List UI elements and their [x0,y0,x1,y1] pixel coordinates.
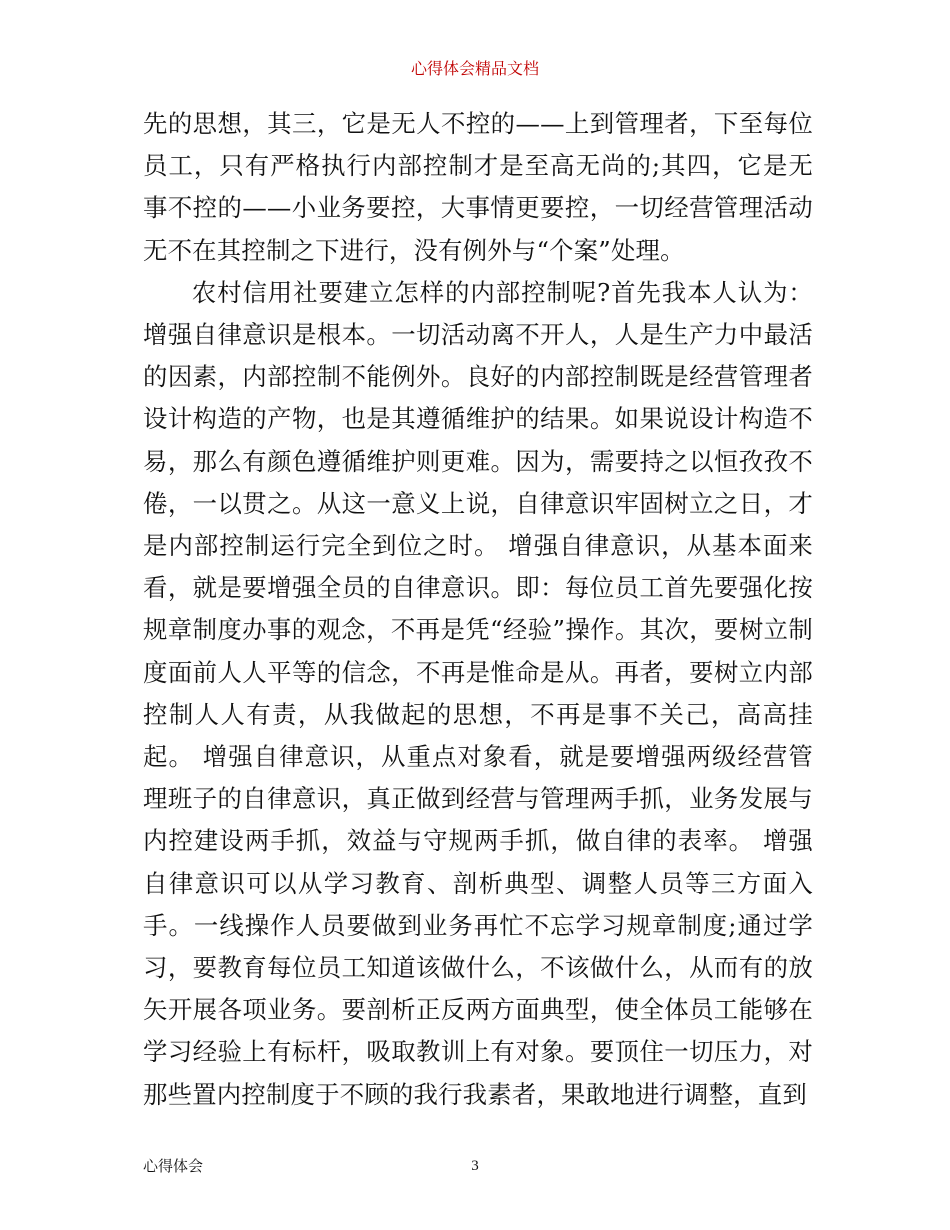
page-number: 3 [471,1158,479,1174]
paragraph-2: 农村信用社要建立怎样的内部控制呢?首先我本人认为：增强自律意识是根本。一切活动离不开人，人是生产力中最活的因素，内部控制不能例外。良好的内部控制既是经营管理者设计构造的产物，也是其遵循维护的结果。如果说设计构造不易，那么有颜色遵循维护则更难。因为，需要持之以恒孜孜不倦，一以贯之。从这一意义上说，自律意识牢固树立之日，才是内部控制运行完全到位之时。 增强自律意识，从基本面来看，就是要增强全员的自律意识。即：每位员工首先要强化按规章制度办事的观念，不再是凭“经验”操作。其次，要树立制度面前人人平等的信念，不再是惟命是从。再者，要树立内部控制人人有责，从我做起的思想，不再是事不关己，高高挂起。 增强自律意识，从重点对象看，就是要增强两级经营管理班子的自律意识，真正做到经营与管理两手抓，业务发展与内控建设两手抓，效益与守规两手抓，做自律的表率。 增强自律意识可以从学习教育、剖析典型、调整人员等三方面入手。一线操作人员要做到业务再忙不忘学习规章制度;通过学习，要教育每位员工知道该做什么，不该做什么，从而有的放矢开展各项业务。要剖析正反两方面典型，使全体员工能够在学习经验上有标杆，吸取教训上有对象。要顶住一切压力，对那些置内控制度于不顾的我行我素者，果敢地进行调整，直到 [143,277,813,1109]
page-header: 心得体会精品文档 [410,59,539,78]
document-body [143,103,813,1116]
paragraph-1: 先的思想，其三，它是无人不控的——上到管理者，下至每位员工，只有严格执行内部控制才是至高无尚的;其四，它是无事不控的——小业务要控，大事情更要控，一切经营管理活动无不在其控制之下进行，没有例外与“个案”处理。 [143,109,813,265]
footer-label: 心得体会 [143,1157,204,1175]
